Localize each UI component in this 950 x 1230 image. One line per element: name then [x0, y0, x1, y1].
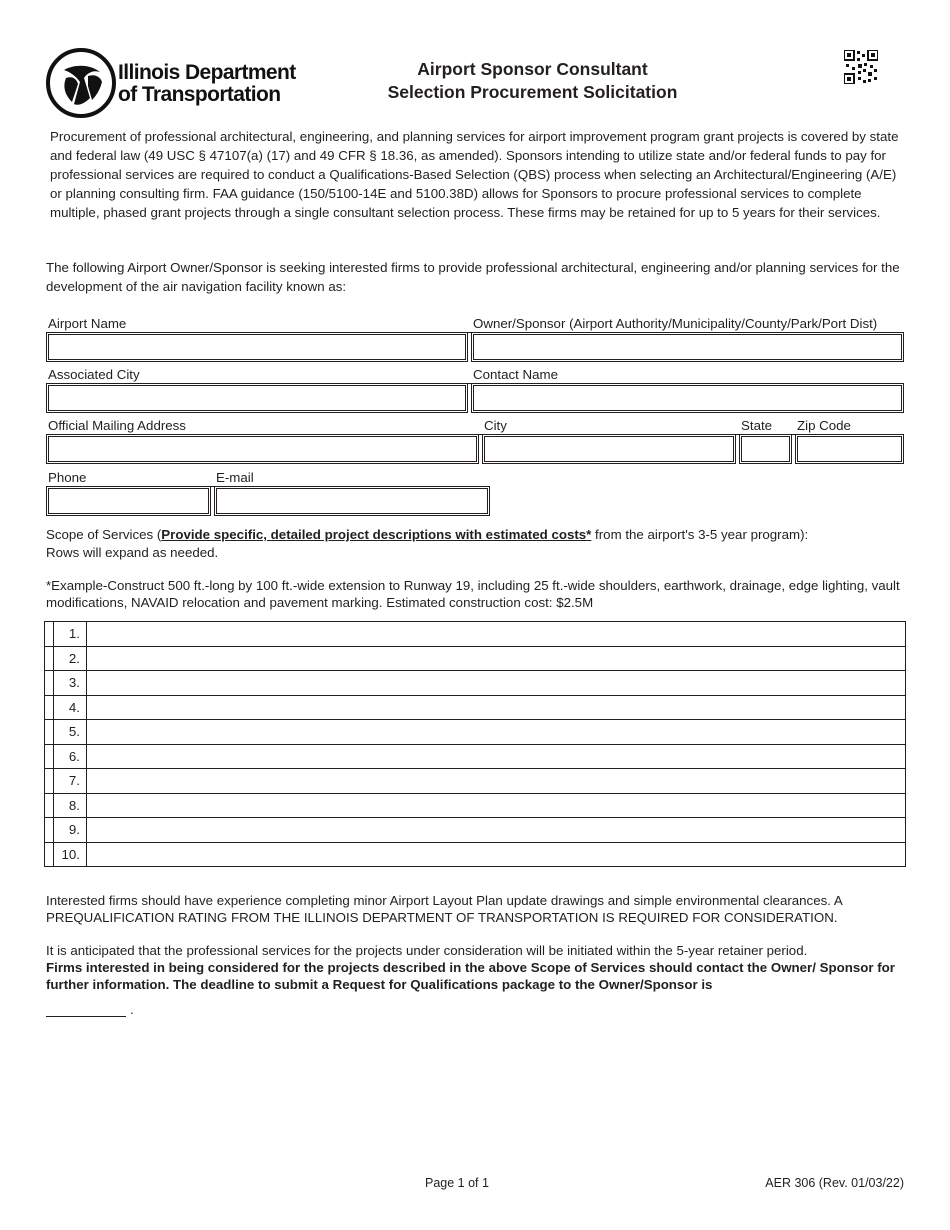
scope-row	[45, 842, 906, 867]
agency-name-line2: of Transportation	[118, 83, 281, 106]
owner-sponsor-label: Owner/Sponsor (Airport Authority/Municipality/County/Park/Port Dist)	[473, 316, 878, 331]
owner-sponsor-field[interactable]	[471, 332, 904, 362]
email-label: E-mail	[216, 470, 254, 485]
email-field[interactable]	[214, 486, 490, 516]
scope-emphasis: Provide specific, detailed project descriptions with estimated costs*	[161, 527, 592, 542]
scope-note: Rows will expand as needed.	[46, 545, 219, 560]
row-number: 10.	[54, 842, 87, 867]
project-description-cell[interactable]	[87, 842, 906, 867]
row-margin	[45, 622, 54, 647]
mailing-address-label: Official Mailing Address	[48, 418, 186, 433]
row-margin	[45, 769, 54, 794]
deadline-blank[interactable]	[46, 1016, 126, 1017]
form-title	[330, 58, 735, 104]
project-description-cell[interactable]	[87, 818, 906, 843]
qualification-paragraph: Interested firms should have experience completing minor Airport Layout Plan update drawings and simple environmental clearances. A PREQUALIFICATION RATING FROM THE ILLINOIS DEPARTMENT OF TRANSPORTATION IS REQUIRED FOR CONSIDERATION.	[46, 893, 843, 925]
row-number: 7.	[54, 769, 87, 794]
scope-example: *Example-Construct 500 ft.-long by 100 ft.-wide extension to Runway 19, including 25 ft.-wide shoulders, earthwork, drainage, edge lighting, vault modifications, NAVAID relocation and pavement marking. Estimated construction cost: $2.5M	[46, 578, 900, 610]
scope-lead: Scope of Services (	[46, 527, 162, 542]
scope-row	[45, 646, 906, 671]
row-margin	[45, 646, 54, 671]
scope-row	[45, 695, 906, 720]
mailing-address-field[interactable]	[46, 434, 479, 464]
retainer-sentence: It is anticipated that the professional services for the projects under consideration will be initiated within the 5-year retainer period.	[46, 943, 808, 958]
row-number: 3.	[54, 671, 87, 696]
scope-row	[45, 793, 906, 818]
phone-field[interactable]	[46, 486, 211, 516]
city-field[interactable]	[482, 434, 736, 464]
airport-name-field[interactable]	[46, 332, 468, 362]
row-margin	[45, 793, 54, 818]
row-margin	[45, 695, 54, 720]
page-number: Page 1 of 1	[425, 1176, 489, 1190]
deadline-period: .	[130, 1002, 134, 1017]
project-description-cell[interactable]	[87, 769, 906, 794]
qr-code-icon	[844, 50, 878, 84]
form-number: AER 306 (Rev. 01/03/22)	[765, 1176, 904, 1190]
contact-instructions: Firms interested in being considered for the projects described in the above Scope of Services should contact the Owner/ Sponsor for further information. The deadline to submit a Request for Qualifications package to the Owner/Sponsor is	[46, 960, 895, 992]
scope-row	[45, 744, 906, 769]
row-margin	[45, 671, 54, 696]
project-description-cell[interactable]	[87, 646, 906, 671]
zip-field[interactable]	[795, 434, 904, 464]
row-number: 8.	[54, 793, 87, 818]
contact-name-field[interactable]	[471, 383, 904, 413]
row-number: 2.	[54, 646, 87, 671]
project-description-cell[interactable]	[87, 793, 906, 818]
scope-row	[45, 818, 906, 843]
deadline-paragraph	[46, 942, 908, 993]
project-description-cell[interactable]	[87, 744, 906, 769]
row-margin	[45, 744, 54, 769]
associated-city-field[interactable]	[46, 383, 468, 413]
row-number: 4.	[54, 695, 87, 720]
state-label: State	[741, 418, 773, 433]
agency-name-line1: Illinois Department	[118, 61, 296, 84]
contact-name-label: Contact Name	[473, 367, 558, 382]
row-number: 1.	[54, 622, 87, 647]
row-margin	[45, 720, 54, 745]
agency-name	[118, 62, 296, 106]
project-description-cell[interactable]	[87, 720, 906, 745]
scope-tail: from the airport's 3-5 year program):	[591, 527, 809, 542]
scope-instructions	[46, 526, 908, 562]
project-description-cell[interactable]	[87, 622, 906, 647]
scope-row	[45, 720, 906, 745]
zip-label: Zip Code	[797, 418, 851, 433]
scope-row	[45, 769, 906, 794]
row-margin	[45, 842, 54, 867]
form-title-line2: Selection Procurement Solicitation	[387, 82, 678, 102]
row-number: 5.	[54, 720, 87, 745]
form-title-line1: Airport Sponsor Consultant	[417, 59, 648, 79]
row-margin	[45, 818, 54, 843]
associated-city-label: Associated City	[48, 367, 140, 382]
row-number: 9.	[54, 818, 87, 843]
scope-row	[45, 671, 906, 696]
city-label: City	[484, 418, 507, 433]
phone-label: Phone	[48, 470, 87, 485]
scope-row	[45, 622, 906, 647]
project-description-cell[interactable]	[87, 671, 906, 696]
state-field[interactable]	[739, 434, 792, 464]
airport-name-label: Airport Name	[48, 316, 127, 331]
project-description-cell[interactable]	[87, 695, 906, 720]
row-number: 6.	[54, 744, 87, 769]
scope-table	[44, 621, 906, 867]
intro-paragraph: Procurement of professional architectural, engineering, and planning services for airport improvement program grant projects is covered by state and federal law (49 USC § 47107(a) (17) and 49 CFR § 18.36, as amended). Sponsors intending to utilize state and/or federal funds to pay for professional services are required to conduct a Qualifications-Based Selection (QBS) process when selecting an Architectural/Engineering (A/E) or planning consulting firm. FAA guidance (150/5100-14E and 5100.38D) allows for Sponsors to procure professional services to complete multiple, phased grant projects through a single consultant selection process. These firms may be retained for up to 5 years for their services.	[50, 129, 899, 220]
intro-paragraph-2: The following Airport Owner/Sponsor is seeking interested firms to provide professional architectural, engineering and/or planning services for the development of the air navigation facility known as:	[46, 260, 900, 294]
